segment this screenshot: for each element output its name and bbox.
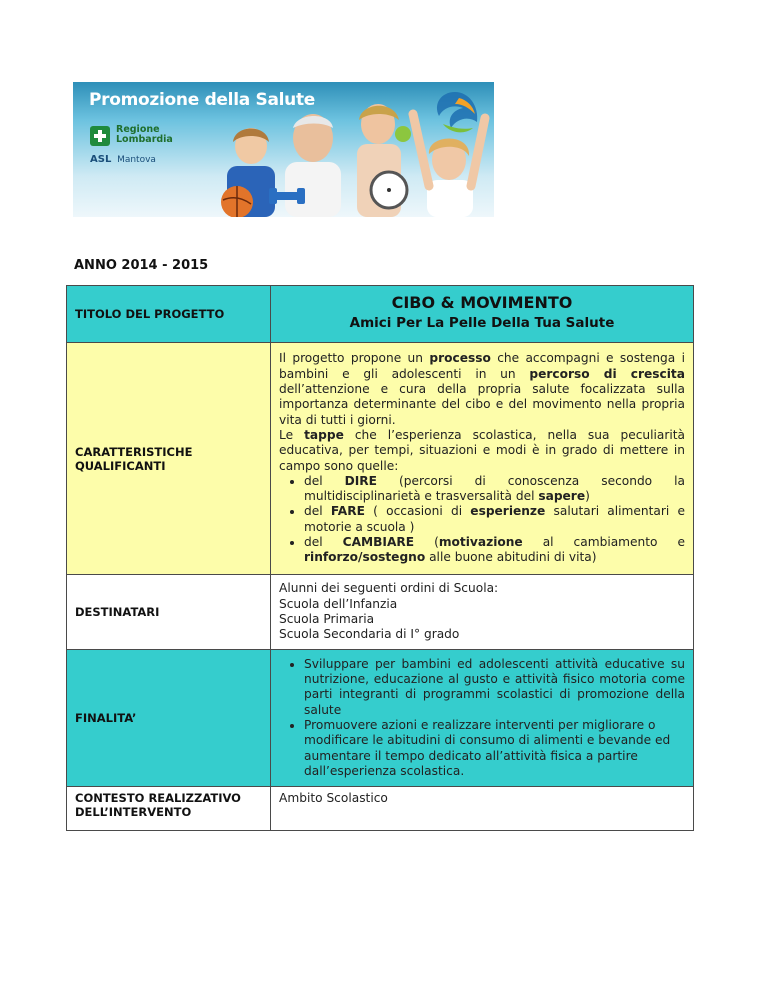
regione-lombardia-logo-icon [90,126,110,146]
row-finalita [67,650,694,787]
destinatari-line: Scuola Primaria [279,612,375,626]
list-item: • Promuovere azioni e realizzare interventi per migliorare o modificare le abitudini di consumo di alimenti e bevande ed aumentare il tempo dedicato all’attività fisica a partire dall’esperienza scolastica. [304,718,685,779]
row-titolo [67,286,694,343]
label-contesto: CONTESTO REALIZZATIVO DELL’INTERVENTO [67,787,271,831]
finalita-list [279,657,685,779]
region-name: Regione Lombardia [116,124,173,145]
tappe-list [279,474,685,566]
label-destinatari: DESTINATARI [67,575,271,650]
row-contesto [67,787,694,831]
caratteristiche-paragraph-1: Il progetto propone un processo che accompagni e sostenga i bambini e gli adolescenti in un percorso di crescita dell’attenzione e cura della propria salute focalizzata sulla importanza determinante del cibo e del movimento nella propria vita di tutti i giorni. [279,351,685,427]
caratteristiche-paragraph-2: Le tappe che l’esperienza scolastica, nella sua peculiarità educativa, per tempi, situazioni e modi è in grado di mettere in campo sono quelle: [279,427,686,473]
banner-image [73,82,494,217]
list-item: • del FARE ( occasioni di esperienze salutari alimentari e motorie a scuola ) [304,504,685,535]
destinatari-line: Scuola Secondaria di I° grado [279,627,460,642]
project-subtitle: Amici Per La Pelle Della Tua Salute [349,315,615,331]
list-item: • del DIRE (percorsi di conoscenza secondo la multidisciplinarietà e trasversalità del sapere) [304,474,685,505]
label-finalita: FINALITA’ [67,650,271,787]
row-caratteristiche [67,343,694,575]
project-info-table [66,285,694,831]
banner-title: Promozione della Salute [89,90,316,110]
value-destinatari [271,575,694,650]
value-finalita [271,650,694,787]
people-photo [213,94,493,217]
value-caratteristiche [271,343,694,575]
list-item: • del CAMBIARE (motivazione al cambiamento e rinforzo/sostegno alle buone abitudini di vita) [304,535,685,566]
asl-label: ASL Mantova [90,154,156,165]
list-item: • Sviluppare per bambini ed adolescenti attività educative su nutrizione, educazione al gusto e attività fisico motoria come parti integranti di programmi scolastici di promozione della salute [304,657,685,718]
value-contesto: Ambito Scolastico [271,787,694,831]
row-destinatari [67,575,694,650]
project-title: CIBO & MOVIMENTO [391,292,573,312]
destinatari-line: Alunni dei seguenti ordini di Scuola: [279,581,499,596]
destinatari-line: Scuola dell’Infanzia [279,596,398,611]
year-heading: ANNO 2014 - 2015 [74,258,209,273]
label-titolo: TITOLO DEL PROGETTO [67,286,271,343]
value-titolo [271,286,694,343]
label-caratteristiche: CARATTERISTICHE QUALIFICANTI [67,343,271,575]
